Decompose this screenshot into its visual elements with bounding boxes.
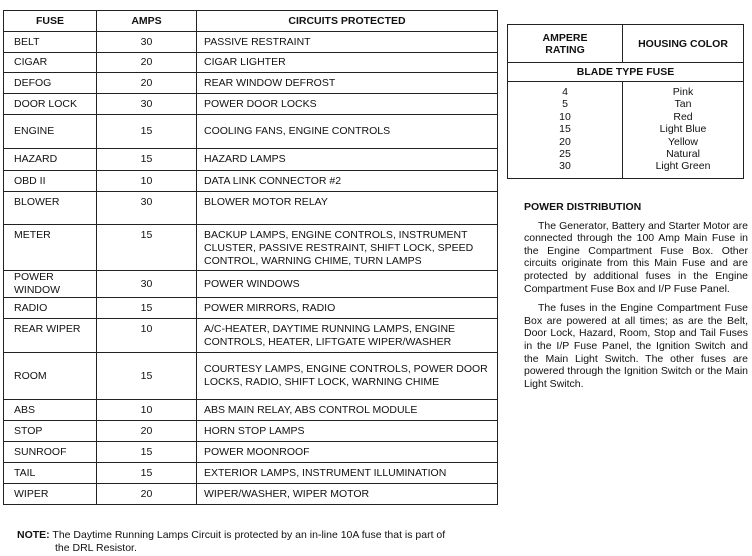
fuse-circuits: REAR WINDOW DEFROST bbox=[197, 73, 498, 94]
fuse-name: CIGAR bbox=[4, 53, 97, 73]
fuse-name: ENGINE bbox=[4, 115, 97, 149]
fuse-table bbox=[3, 10, 498, 505]
header-housing-color: HOUSING COLOR bbox=[623, 25, 744, 63]
fuse-amps: 20 bbox=[97, 421, 197, 442]
fuse-circuits: HAZARD LAMPS bbox=[197, 149, 498, 171]
fuse-row bbox=[4, 94, 498, 115]
fuse-amps: 30 bbox=[97, 192, 197, 225]
fuse-name: RADIO bbox=[4, 298, 97, 319]
blade-type-fuse-subheader: BLADE TYPE FUSE bbox=[508, 63, 744, 82]
fuse-amps: 20 bbox=[97, 53, 197, 73]
fuse-amps: 20 bbox=[97, 484, 197, 505]
fuse-row bbox=[4, 53, 498, 73]
blade-row bbox=[508, 111, 744, 123]
fuse-row bbox=[4, 271, 498, 298]
fuse-amps: 10 bbox=[97, 171, 197, 192]
fuse-circuits: PASSIVE RESTRAINT bbox=[197, 32, 498, 53]
fuse-circuits: POWER MIRRORS, RADIO bbox=[197, 298, 498, 319]
note bbox=[17, 529, 445, 555]
fuse-circuits: ABS MAIN RELAY, ABS CONTROL MODULE bbox=[197, 400, 498, 421]
fuse-circuits: BACKUP LAMPS, ENGINE CONTROLS, INSTRUMENT CLUSTER, PASSIVE RESTRAINT, SHIFT LOCK, SPEED CONTROL, WARNING CHIME, TURN LAMPS bbox=[197, 225, 498, 271]
blade-row bbox=[508, 148, 744, 160]
blade-color: Light Green bbox=[623, 160, 744, 178]
fuse-row bbox=[4, 484, 498, 505]
fuse-name: OBD II bbox=[4, 171, 97, 192]
fuse-circuits: DATA LINK CONNECTOR #2 bbox=[197, 171, 498, 192]
blade-row bbox=[508, 123, 744, 135]
blade-color: Pink bbox=[623, 82, 744, 99]
fuse-amps: 30 bbox=[97, 94, 197, 115]
blade-color: Tan bbox=[623, 98, 744, 110]
fuse-amps: 15 bbox=[97, 115, 197, 149]
fuse-circuits: WIPER/WASHER, WIPER MOTOR bbox=[197, 484, 498, 505]
fuse-amps: 20 bbox=[97, 73, 197, 94]
blade-row bbox=[508, 160, 744, 178]
blade-amps: 10 bbox=[508, 111, 623, 123]
fuse-amps: 15 bbox=[97, 442, 197, 463]
fuse-name: METER bbox=[4, 225, 97, 271]
fuse-amps: 15 bbox=[97, 149, 197, 171]
blade-amps: 15 bbox=[508, 123, 623, 135]
fuse-amps: 15 bbox=[97, 225, 197, 271]
blade-color: Natural bbox=[623, 148, 744, 160]
fuse-row bbox=[4, 400, 498, 421]
fuse-circuits: POWER WINDOWS bbox=[197, 271, 498, 298]
fuse-amps: 30 bbox=[97, 271, 197, 298]
fuse-amps: 15 bbox=[97, 463, 197, 484]
header-fuse: FUSE bbox=[4, 11, 97, 32]
header-amps: AMPS bbox=[97, 11, 197, 32]
fuse-circuits: BLOWER MOTOR RELAY bbox=[197, 192, 498, 225]
fuse-row bbox=[4, 192, 498, 225]
fuse-circuits: EXTERIOR LAMPS, INSTRUMENT ILLUMINATION bbox=[197, 463, 498, 484]
fuse-name: BELT bbox=[4, 32, 97, 53]
power-distribution-paragraph-2: The fuses in the Engine Compartment Fuse Box are powered at all times; as are the Belt, Door Lock, Hazard, Room, Stop and Tail Fuses in the I/P Fuse Panel, the Ignition Switch and the Main Light Switch. The other fuses are powered through the Ignition Switch or the Main Light Switch. bbox=[524, 302, 748, 390]
fuse-row bbox=[4, 421, 498, 442]
fuse-circuits: COOLING FANS, ENGINE CONTROLS bbox=[197, 115, 498, 149]
fuse-circuits: POWER DOOR LOCKS bbox=[197, 94, 498, 115]
fuse-row bbox=[4, 319, 498, 353]
fuse-name: HAZARD bbox=[4, 149, 97, 171]
fuse-name: TAIL bbox=[4, 463, 97, 484]
fuse-name: STOP bbox=[4, 421, 97, 442]
blade-row bbox=[508, 136, 744, 148]
blade-row bbox=[508, 98, 744, 110]
blade-color: Yellow bbox=[623, 136, 744, 148]
blade-table-header bbox=[508, 25, 744, 63]
power-distribution-paragraph-1: The Generator, Battery and Starter Motor are connected through the 100 Amp Main Fuse in the Engine Compartment Fuse Box. Other circuits originate from this Main Fuse and are protected by additional fuses in the Engine Compartment Fuse Box and I/P Fuse Panel. bbox=[524, 219, 748, 295]
header-circuits: CIRCUITS PROTECTED bbox=[197, 11, 498, 32]
header-ampere-rating: AMPERE RATING bbox=[508, 25, 623, 63]
blade-fuse-table bbox=[507, 24, 744, 179]
blade-table-subheader-row bbox=[508, 63, 744, 82]
blade-amps: 30 bbox=[508, 160, 623, 178]
power-distribution-title: POWER DISTRIBUTION bbox=[524, 201, 642, 213]
fuse-row bbox=[4, 115, 498, 149]
fuse-row bbox=[4, 442, 498, 463]
blade-amps: 5 bbox=[508, 98, 623, 110]
fuse-amps: 15 bbox=[97, 298, 197, 319]
fuse-name: POWER WINDOW bbox=[4, 271, 97, 298]
fuse-name: ABS bbox=[4, 400, 97, 421]
fuse-row bbox=[4, 32, 498, 53]
fuse-table-header bbox=[4, 11, 498, 32]
fuse-row bbox=[4, 298, 498, 319]
fuse-name: DOOR LOCK bbox=[4, 94, 97, 115]
blade-row bbox=[508, 82, 744, 99]
fuse-row bbox=[4, 353, 498, 400]
fuse-row bbox=[4, 225, 498, 271]
note-label: NOTE: bbox=[17, 529, 50, 541]
blade-amps: 25 bbox=[508, 148, 623, 160]
blade-amps: 4 bbox=[508, 82, 623, 99]
fuse-name: WIPER bbox=[4, 484, 97, 505]
fuse-circuits: CIGAR LIGHTER bbox=[197, 53, 498, 73]
fuse-row bbox=[4, 171, 498, 192]
fuse-circuits: COURTESY LAMPS, ENGINE CONTROLS, POWER DOOR LOCKS, RADIO, SHIFT LOCK, WARNING CHIME bbox=[197, 353, 498, 400]
fuse-row bbox=[4, 463, 498, 484]
fuse-name: DEFOG bbox=[4, 73, 97, 94]
fuse-circuits: HORN STOP LAMPS bbox=[197, 421, 498, 442]
fuse-row bbox=[4, 149, 498, 171]
power-distribution-section bbox=[524, 201, 748, 397]
fuse-amps: 10 bbox=[97, 400, 197, 421]
blade-amps: 20 bbox=[508, 136, 623, 148]
blade-color: Light Blue bbox=[623, 123, 744, 135]
fuse-name: SUNROOF bbox=[4, 442, 97, 463]
fuse-amps: 30 bbox=[97, 32, 197, 53]
fuse-name: ROOM bbox=[4, 353, 97, 400]
fuse-name: BLOWER bbox=[4, 192, 97, 225]
fuse-amps: 10 bbox=[97, 319, 197, 353]
blade-color: Red bbox=[623, 111, 744, 123]
fuse-row bbox=[4, 73, 498, 94]
fuse-name: REAR WIPER bbox=[4, 319, 97, 353]
fuse-amps: 15 bbox=[97, 353, 197, 400]
note-line-2: the DRL Resistor. bbox=[55, 542, 137, 554]
note-line-1: The Daytime Running Lamps Circuit is protected by an in-line 10A fuse that is part of bbox=[52, 529, 446, 541]
fuse-circuits: POWER MOONROOF bbox=[197, 442, 498, 463]
fuse-circuits: A/C-HEATER, DAYTIME RUNNING LAMPS, ENGINE CONTROLS, HEATER, LIFTGATE WIPER/WASHER bbox=[197, 319, 498, 353]
